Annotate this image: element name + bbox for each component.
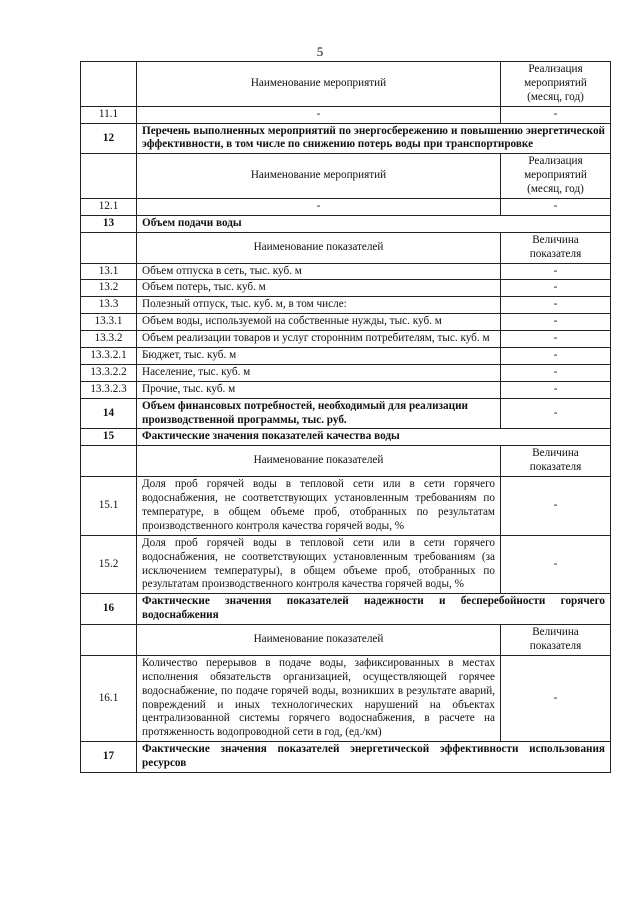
column-header-name: Наименование показателей [137,446,501,477]
table-header-row [81,154,611,199]
section-row [81,215,611,232]
row-number: 13.2 [81,280,137,297]
row-number: 12 [81,123,137,154]
row-number: 13 [81,215,137,232]
table-header-row [81,625,611,656]
section-row [81,429,611,446]
indicator-value: - [501,477,611,536]
section-row [81,123,611,154]
indicator-value: - [501,297,611,314]
production-program-table [80,61,611,773]
column-header-name: Наименование мероприятий [137,62,501,107]
page-number: 5 [316,44,324,59]
row-number: 15 [81,429,137,446]
indicator-value: - [501,348,611,365]
indicator-name: - [137,199,501,216]
section-row [81,594,611,625]
table-header-row [81,446,611,477]
table-row [81,477,611,536]
row-number [81,62,137,107]
row-number: 13.3.2.2 [81,364,137,381]
table-row [81,535,611,594]
indicator-value: - [501,263,611,280]
table-row [81,331,611,348]
indicator-value: - [501,381,611,398]
section-title: Фактические значения показателей качества воды [137,429,611,446]
indicator-name: Доля проб горячей воды в тепловой сети или в сети горячего водоснабжения, не соответствующих установленным требованиям (за исключением температуры), в общем объеме проб, отобранных по результатам производственного контроля качества горячей воды, % [137,535,501,594]
indicator-name: Полезный отпуск, тыс. куб. м, в том числе: [137,297,501,314]
indicator-name: Объем воды, используемой на собственные нужды, тыс. куб. м [137,314,501,331]
row-number: 13.3.1 [81,314,137,331]
table-header-row [81,62,611,107]
table-header-row [81,232,611,263]
section-title: Объем подачи воды [137,215,611,232]
section-row [81,742,611,773]
table-row [81,348,611,365]
table-row [81,199,611,216]
indicator-name: - [137,106,501,123]
table-row [81,314,611,331]
column-header-name: Наименование мероприятий [137,154,501,199]
column-header-value: Величина показателя [501,232,611,263]
row-number [81,446,137,477]
row-number: 11.1 [81,106,137,123]
indicator-name: Количество перерывов в подаче воды, зафиксированных в местах исполнения обязательств организацией, осуществляющей горячее водоснабжение, по подаче горячей воды, возникших в результате аварий, повреждений и иных технологических нарушений на объектах централизованной системы горячего водоснабжения, в расчете на протяженность водопроводной сети в год, (ед./км) [137,655,501,741]
indicator-name: Объем реализации товаров и услуг сторонним потребителям, тыс. куб. м [137,331,501,348]
indicator-name: Население, тыс. куб. м [137,364,501,381]
indicator-value: - [501,199,611,216]
indicator-value: - [501,364,611,381]
indicator-value: - [501,398,611,429]
indicator-value: - [501,331,611,348]
indicator-value: - [501,280,611,297]
row-number: 17 [81,742,137,773]
indicator-value: - [501,106,611,123]
indicator-name: Объем потерь, тыс. куб. м [137,280,501,297]
section-title: Фактические значения показателей надежности и бесперебойности горячего водоснабжения [137,594,611,625]
column-header-value: Величина показателя [501,625,611,656]
row-number: 13.1 [81,263,137,280]
row-number: 12.1 [81,199,137,216]
row-number: 14 [81,398,137,429]
row-number [81,625,137,656]
table-row [81,381,611,398]
section-title: Объем финансовых потребностей, необходимый для реализации производственной программы, тыс. руб. [137,398,501,429]
row-number: 13.3.2 [81,331,137,348]
indicator-name: Бюджет, тыс. куб. м [137,348,501,365]
column-header-name: Наименование показателей [137,625,501,656]
row-number: 13.3 [81,297,137,314]
column-header-value: Реализация мероприятий (месяц, год) [501,154,611,199]
column-header-value: Реализация мероприятий (месяц, год) [501,62,611,107]
row-number: 13.3.2.3 [81,381,137,398]
indicator-name: Доля проб горячей воды в тепловой сети или в сети горячего водоснабжения, не соответствующих установленным требованиям по температуре, в общем объеме проб, отобранных по результатам производственного контроля качества горячей воды, % [137,477,501,536]
column-header-value: Величина показателя [501,446,611,477]
indicator-name: Прочие, тыс. куб. м [137,381,501,398]
row-number: 15.1 [81,477,137,536]
indicator-name: Объем отпуска в сеть, тыс. куб. м [137,263,501,280]
table-row [81,297,611,314]
section-title: Фактические значения показателей энергетической эффективности использования ресурсов [137,742,611,773]
row-number [81,232,137,263]
row-number: 16.1 [81,655,137,741]
row-number: 13.3.2.1 [81,348,137,365]
row-number [81,154,137,199]
table-row [81,364,611,381]
table-row [81,106,611,123]
table-row [81,263,611,280]
row-number: 16 [81,594,137,625]
section-title: Перечень выполненных мероприятий по энергосбережению и повышению энергетической эффективности, в том числе по снижению потерь воды при транспортировке [137,123,611,154]
indicator-value: - [501,535,611,594]
row-number: 15.2 [81,535,137,594]
table-row [81,280,611,297]
section-row [81,398,611,429]
table-row [81,655,611,741]
indicator-value: - [501,655,611,741]
column-header-name: Наименование показателей [137,232,501,263]
indicator-value: - [501,314,611,331]
